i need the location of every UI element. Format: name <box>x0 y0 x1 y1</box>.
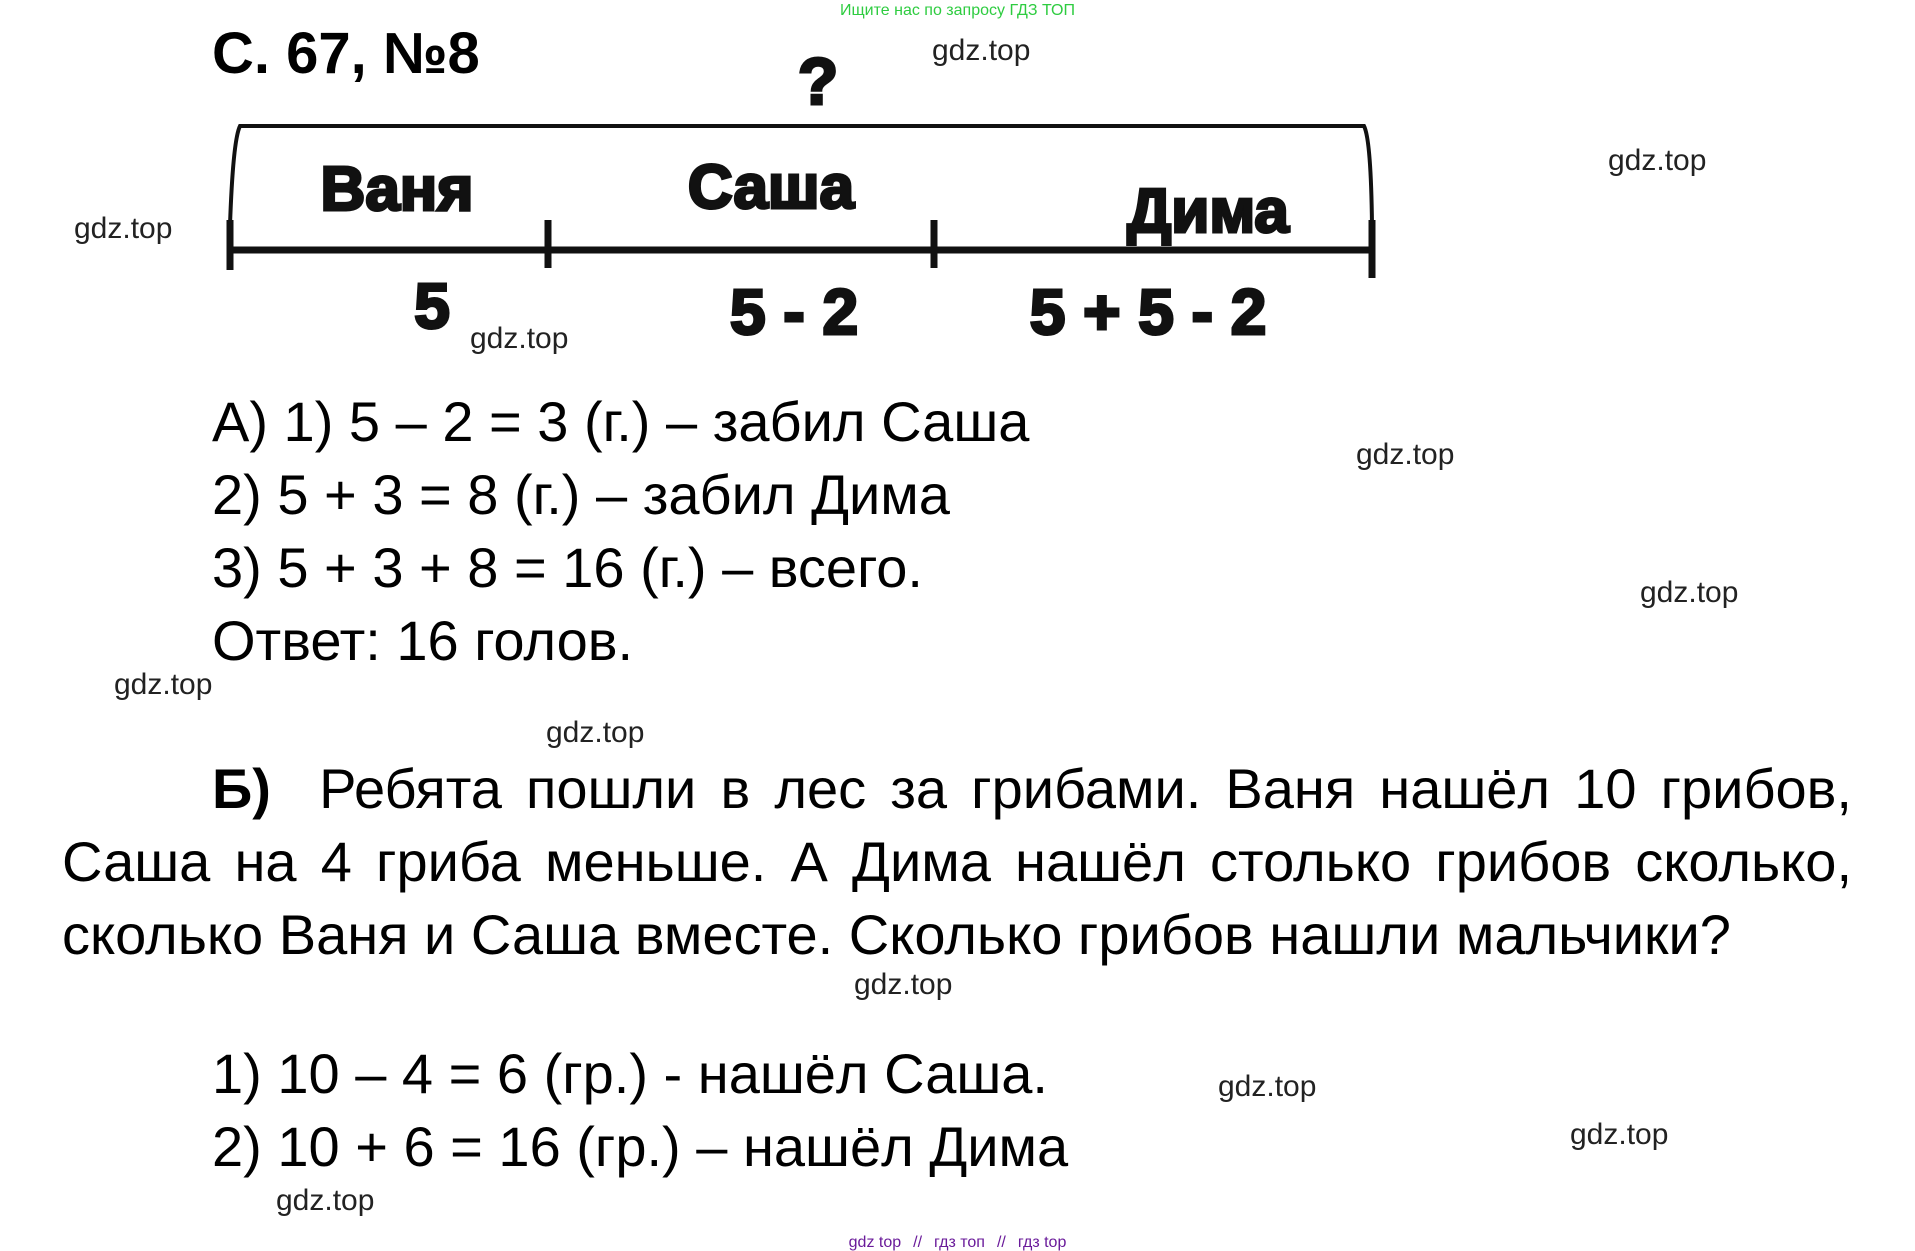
watermark: gdz.top <box>470 322 569 355</box>
solution-a-line-3: 3) 5 + 3 + 8 = 16 (г.) – всего. <box>212 536 923 599</box>
footer-item: гдз top <box>1017 1234 1067 1251</box>
watermark: gdz.top <box>932 34 1031 67</box>
watermark: gdz.top <box>1356 438 1455 471</box>
footer-item: gdz top <box>848 1234 902 1251</box>
footer-separator: // <box>913 1234 923 1251</box>
page-title: С. 67, №8 <box>212 21 480 86</box>
segment-name-sasha: Саша <box>687 153 855 222</box>
solution-b-line-1: 1) 10 – 4 = 6 (гр.) - нашёл Саша. <box>212 1042 1048 1105</box>
solution-b-line-2: 2) 10 + 6 = 16 (гр.) – нашёл Дима <box>212 1115 1069 1178</box>
footer-item: гдз топ <box>934 1234 985 1251</box>
solution-a-line-2: 2) 5 + 3 = 8 (г.) – забил Дима <box>212 463 950 526</box>
problem-b <box>62 752 1852 971</box>
segment-value-vanya: 5 <box>414 270 450 342</box>
watermark: gdz.top <box>114 668 213 701</box>
segment-value-sasha: 5 - 2 <box>729 276 859 348</box>
watermark: gdz.top <box>1218 1070 1317 1103</box>
watermark: gdz.top <box>1640 576 1739 609</box>
answer-a: Ответ: 16 голов. <box>212 609 634 672</box>
watermark: gdz.top <box>276 1184 375 1217</box>
footer-banner <box>0 1235 1915 1251</box>
question-mark: ? <box>797 44 839 118</box>
top-banner: Ищите нас по запросу ГДЗ ТОП <box>840 2 1075 19</box>
solution-a-line-1: А) 1) 5 – 2 = 3 (г.) – забил Саша <box>212 390 1030 453</box>
problem-b-text: Ребята пошли в лес за грибами. Ваня нашёл 10 грибов, Саша на 4 гриба меньше. А Дима нашёл столько грибов сколько, сколько Ваня и Саша вместе. Сколько грибов нашли мальчики? <box>62 757 1852 966</box>
watermark: gdz.top <box>1608 144 1707 177</box>
segment-value-dima: 5 + 5 - 2 <box>1029 276 1267 348</box>
segment-name-vanya: Ваня <box>320 155 474 224</box>
problem-b-label: Б) <box>212 757 271 820</box>
watermark: gdz.top <box>1570 1118 1669 1151</box>
footer-separator: // <box>996 1234 1006 1251</box>
watermark: gdz.top <box>854 968 953 1001</box>
watermark: gdz.top <box>74 212 173 245</box>
segment-name-dima: Дима <box>1127 177 1289 246</box>
watermark: gdz.top <box>546 716 645 749</box>
